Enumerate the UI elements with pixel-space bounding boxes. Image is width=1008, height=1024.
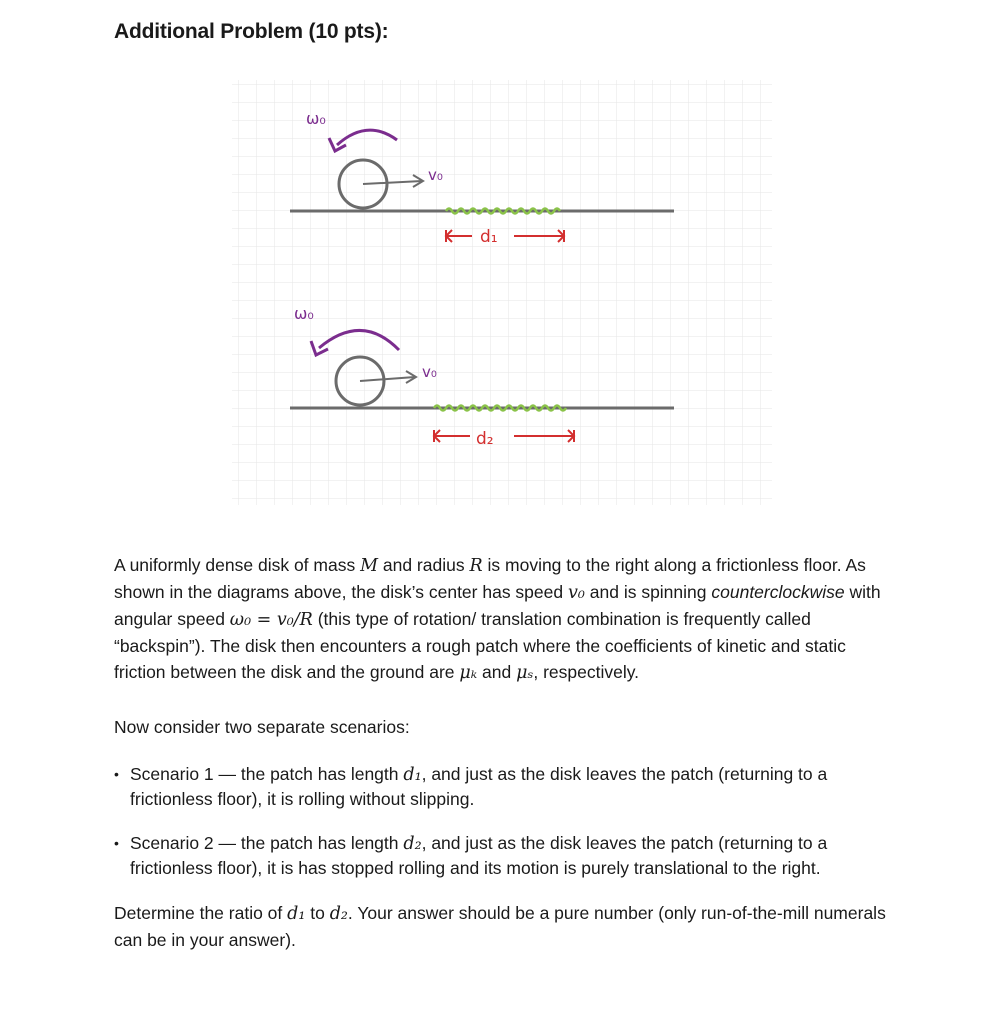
distance-label-1: d₁	[480, 227, 498, 247]
scenarios-intro: Now consider two separate scenarios:	[114, 717, 410, 737]
mu-s-symbol: μₛ	[516, 663, 534, 683]
scenario-2-item: • Scenario 2 — the patch has length d₂, and just as the disk leaves the patch (returning to a frictionless floor), it is has stopped rolling and its motion is purely translational to the right.	[114, 831, 894, 880]
emphasis-counterclockwise: counterclockwise	[711, 582, 845, 602]
grid-background	[232, 80, 772, 505]
scenario-list	[114, 762, 894, 880]
omega-equation: ω₀ = v₀/R	[229, 610, 313, 630]
problem-title: Additional Problem (10 pts):	[114, 20, 389, 43]
distance-label-2: d₂	[476, 429, 494, 449]
question-prompt: Determine the ratio of d₁ to d₂. Your answer should be a pure number (only run-of-the-mill numerals can be in your answer).	[114, 903, 886, 950]
backspin-diagram	[232, 80, 772, 505]
problem-description: A uniformly dense disk of mass M and radius R is moving to the right along a frictionless floor. As shown in the diagrams above, the disk’s center has speed v₀ and is spinning counterclockwise with angular speed ω₀ = v₀/R (this type of rotation/ translation combination is frequently called “backspin”). The disk then encounters a rough patch where the coefficients of kinetic and static friction between the disk and the ground are μₖ and μₛ, respectively.	[114, 555, 881, 683]
radius-symbol: R	[469, 556, 483, 576]
speed-symbol: v₀	[567, 583, 585, 603]
velocity-label-2: v₀	[422, 363, 437, 381]
problem-text	[114, 552, 894, 953]
velocity-label-1: v₀	[428, 166, 443, 184]
mu-k-symbol: μₖ	[459, 663, 478, 683]
mass-symbol: M	[360, 556, 378, 576]
omega-label-2: ω₀	[294, 304, 314, 323]
scenario-1-item: • Scenario 1 — the patch has length d₁, and just as the disk leaves the patch (returning to a frictionless floor), it is rolling without slipping.	[114, 762, 894, 811]
omega-label-1: ω₀	[306, 109, 326, 128]
